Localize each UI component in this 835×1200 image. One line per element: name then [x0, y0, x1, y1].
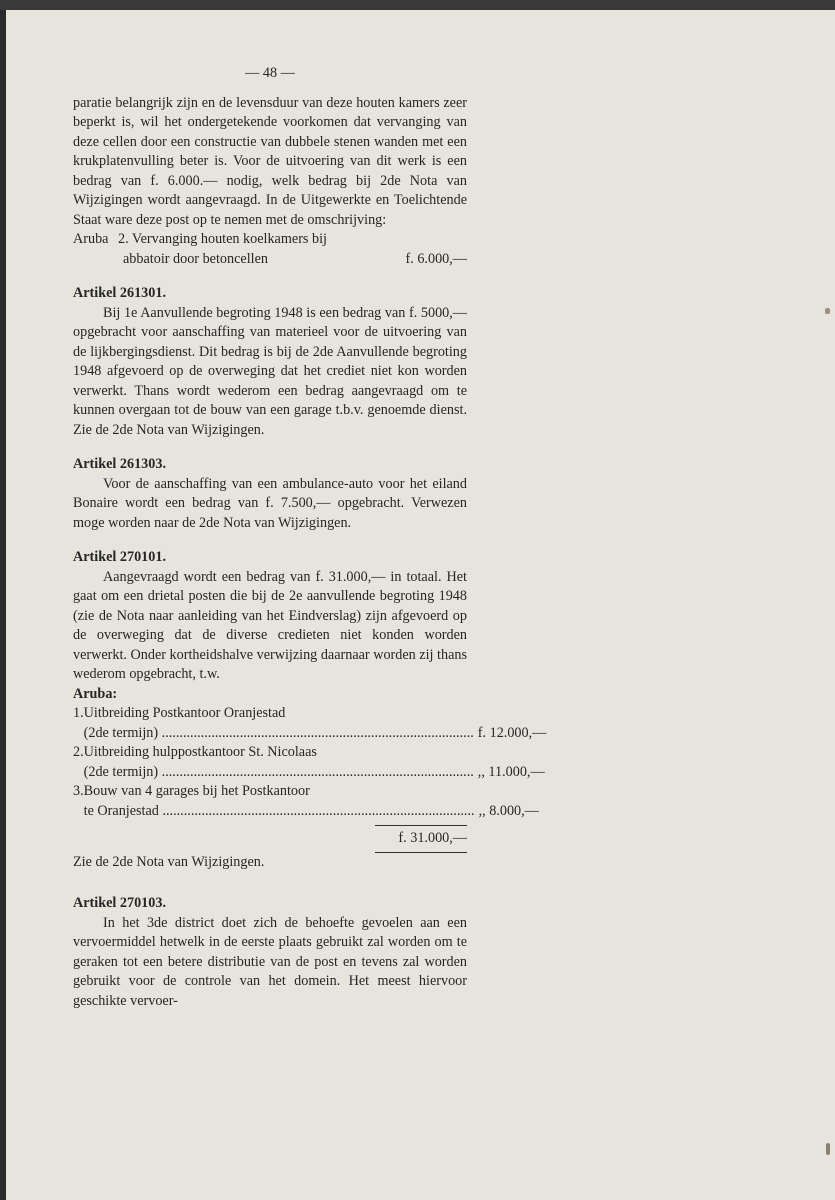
- article-heading: Artikel 270101.: [73, 549, 166, 565]
- list-item-sub: te Oranjestad .....: [84, 802, 475, 822]
- page-number: — 48 —: [245, 65, 295, 81]
- article-text: In het 3de district doet zich de behoefte gevoelen aan een vervoermiddel hetwelk in de eerste plaats gebruikt zal worden om te geraken tot een betere distributie van de post en tevens zal worden gebruikt voor de controle van het domein. Het meest hiervoor geschikte vervoer-: [73, 914, 467, 1009]
- intro-budget-line-2: [73, 250, 467, 270]
- article-heading: Artikel 261301.: [73, 285, 166, 301]
- list-item-title: Bouw van 4 garages bij het Postkantoor: [83, 783, 310, 799]
- article-heading: Artikel 261303.: [73, 456, 166, 472]
- intro-line-text-1: 2. Vervanging houten koelkamers bij: [118, 231, 327, 247]
- intro-paragraph: paratie belangrijk zijn en de levensduur van deze houten kamers zeer beperkt is, wil het ondergetekende voorkomen dat vervanging van deze cellen door een constructie van dubbele stenen wanden met een krukplatenvulling beter is. Voor de uitvoering van dit werk is een bedrag van f. 6.000.— nodig, welk bedrag bij 2de Nota van Wijzigingen wordt aangevraagd. In de Uitgewerkte en Toelichtende Staat ware deze post op te nemen met de omschrijving:: [73, 94, 467, 228]
- intro-line-label: Aruba: [73, 231, 109, 247]
- article-text: Aangevraagd wordt een bedrag van f. 31.000,— in totaal. Het gaat om een drietal posten die bij de 2e aanvullende begroting 1948 (zie de Nota naar aanleiding van het Eindverslag) zijn afgevoerd op de overweging dat de diverse credieten niet konden worden verwerkt. Onder kortheidshalve verwijzing daarnaar worden zij thans wederom opgebracht, t.w.: [73, 568, 467, 682]
- list-total: f. 31.000,—: [375, 825, 467, 849]
- list-item: [73, 782, 539, 821]
- list-item-sub: (2de termijn) .....: [84, 724, 474, 744]
- list-item-amount: ,, 8.000,—: [478, 802, 539, 819]
- window-top-bar: [0, 0, 835, 10]
- list-item-number: 2.: [73, 744, 84, 760]
- article-heading: Artikel 270103.: [73, 895, 166, 911]
- paper-edge-mark: [826, 1143, 830, 1155]
- paper-spot-mark: [825, 308, 830, 314]
- reference-note: Zie de 2de Nota van Wijzigingen.: [73, 853, 265, 870]
- intro-line-amount: f. 6.000,—: [405, 250, 467, 267]
- intro-budget-line: [73, 230, 467, 250]
- article-text: Bij 1e Aanvullende begroting 1948 is een bedrag van f. 5000,— opgebracht voor aanschaffing van materieel voor de uitvoering van de lijkbergingsdienst. Dit bedrag is bij de 2de Aanvullende begroting 1948 afgevoerd op de overweging dat het crediet niet kon worden verwerkt. Thans wordt wederom een bedrag aangevraagd om te kunnen overgaan tot de bouw van een garage t.b.v. genoemde dienst. Zie de 2de Nota van Wijzigingen.: [73, 304, 467, 438]
- page-content: [73, 64, 547, 1011]
- list-item-sub: (2de termijn) .....: [84, 763, 474, 783]
- intro-line-text-2: abbatoir door betoncellen: [123, 250, 268, 267]
- list-item-title: Uitbreiding Postkantoor Oranjestad: [83, 705, 286, 721]
- list-item: [73, 704, 547, 743]
- list-item-number: 1.: [73, 705, 84, 721]
- list-item: [73, 743, 545, 782]
- list-item-amount: f. 12.000,—: [477, 724, 547, 741]
- list-item-title: Uitbreiding hulppostkantoor St. Nicolaas: [83, 744, 317, 760]
- aruba-list-label: Aruba:: [73, 685, 118, 702]
- list-item-amount: ,, 11.000,—: [477, 763, 545, 780]
- article-text: Voor de aanschaffing van een ambulance-auto voor het eiland Bonaire wordt een bedrag van f. 7.500,— opgebracht. Verwezen moge worden naar de 2de Nota van Wijzigingen.: [73, 475, 467, 531]
- list-item-number: 3.: [73, 783, 84, 799]
